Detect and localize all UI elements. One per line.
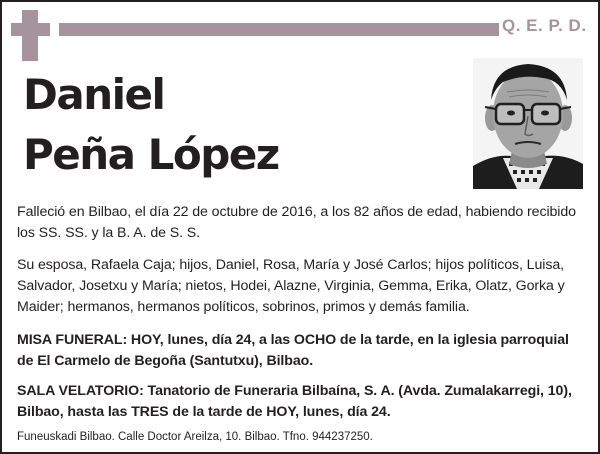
cross-icon-arm: [11, 23, 50, 36]
family-list: Su esposa, Rafaela Caja; hijos, Daniel, Rosa, María y José Carlos; hijos políticos, Luisa, Salvador, Josetxu y María; nietos, Hodei, Alazne, Virginia, Gemma, Erika, Olatz, Gorka y Maider; hermanos, hermanos políticos, sobrinos, primos y demás familia.: [17, 257, 565, 315]
funeral-mass-info: MISA FUNERAL: HOY, lunes, día 24, a las OCHO de la tarde, en la iglesia parroquial de El Carmelo de Begoña (Santutxu), Bilbao.: [17, 332, 569, 369]
portrait-photo: [473, 58, 583, 189]
header-rule: [59, 23, 499, 36]
qepd-label: Q. E. P. D.: [502, 16, 587, 35]
wake-info: SALA VELATORIO: Tanatorio de Funeraria Bilbaína, S. A. (Avda. Zumalakarregi, 10), Bilbao, hasta las TRES de la tarde de HOY, lunes, día 24.: [17, 383, 572, 420]
deceased-last-name: Peña López: [23, 130, 279, 179]
funeral-home-footer: Funeuskadi Bilbao. Calle Doctor Areilza, 10. Bilbao. Tfno. 944237250.: [17, 431, 373, 443]
deceased-first-name: Daniel: [23, 70, 165, 119]
death-notice: Falleció en Bilbao, el día 22 de octubre de 2016, a los 82 años de edad, habiendo recibido los SS. SS. y la B. A. de S. S.: [17, 204, 576, 241]
portrait-icon: [473, 58, 583, 189]
